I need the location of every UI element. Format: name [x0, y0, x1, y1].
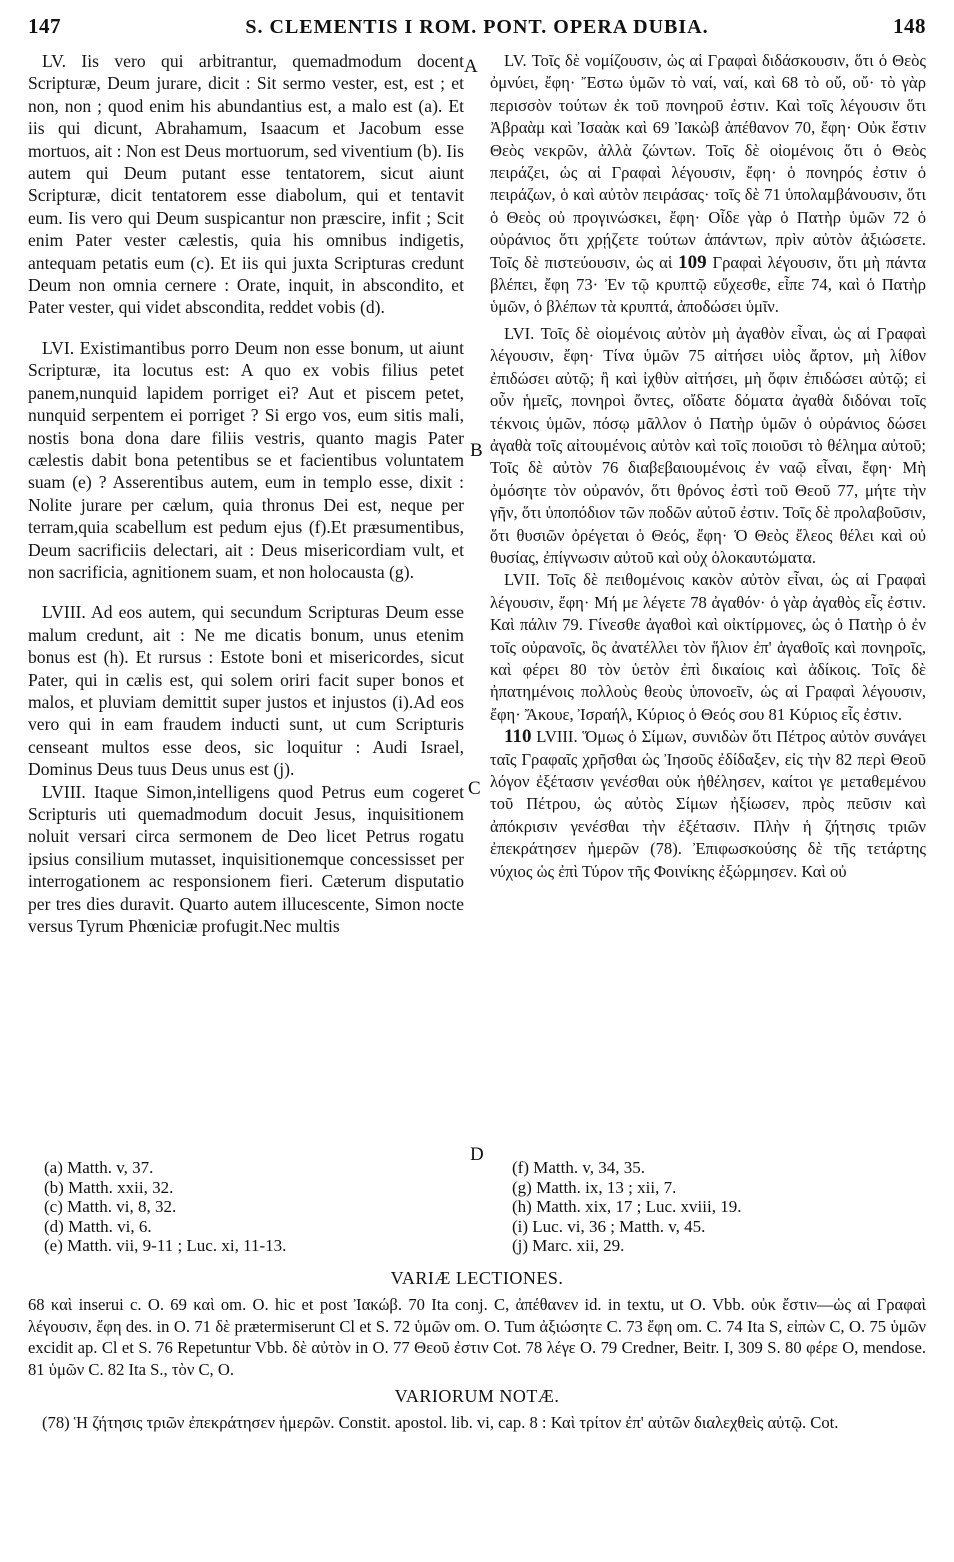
greek-paragraph-lvi: LVI. Τοῖς δὲ οἰομένοις αὐτὸν μὴ ἀγαθὸν εἶναι, ὡς αἱ Γραφαὶ λέγουσιν, ἔφη· Τίνα ὑμῶν 75 αἰτήσει υἱὸς ἄρτον, μὴ λίθον ἐπιδώσει αὐτῷ; ἢ καὶ ἰχθὺν αἰτήσει, μὴ ὄφιν ἐπιδώσει αὐτῷ; εἰ οὖν ἡμεῖς, πονηροὶ ὄντες, οἴδατε δόματα ἀγαθὰ διδόναι τοῖς τέκνοις ὑμῶν, πόσῳ μᾶλλον ὁ Πατὴρ ὑμῶν ὁ οὐράνιος δώσει ἀγαθὰ τοῖς αἰτουμένοις αὐτὸν καὶ τοῖς ποιοῦσι τὸ θέλημα αὐτοῦ; Τοῖς δὲ αὐτὸν 76 διαβεβαιουμένοις ἐν ναῷ εἶναι, ἔφη· Μὴ ὀμόσητε τὸν οὐρανόν, ὅτι θρόνος ἐστὶ τοῦ Θεοῦ 77, μήτε τὴν γῆν, ὅτι ὑποπόδιον τῶν ποδῶν αὐτοῦ ἐστιν. Τοῖς δὲ προλαβοῦσιν, ὅτι θυσιῶν ὀρέγεται ὁ Θεός, ἔφη· Ὁ Θεὸς ἔλεος θέλει καὶ οὐ θυσίας, ἐπίγνωσιν αὐτοῦ καὶ οὐχ ὁλοκαυτώματα.: [490, 323, 926, 567]
page-number-right: 148: [892, 14, 926, 38]
footnote: (d) Matth. vi, 6.: [44, 1216, 152, 1236]
margin-marker-a: A: [464, 56, 478, 77]
latin-paragraph-lvi: LVI. Existimantibus porro Deum non esse bonum, ut aiunt Scripturæ, ita locutus est: A quo ex vobis filius petet panem,nunquid lapidem porriget ei? Aut et piscem petet, nunquid serpentem ei porriget ? Si ergo vos, eum sitis mali, nostis bona dona dare filiis vestris, quanto magis Pater cælestis dabit bona petentibus se et facientibus voluntatem suam (e) ? Asserentibus autem, eum in templo esse, dixit : Nolite jurare per cælum, quia thronus Dei est, neque per terram,quia scabellum est pedum ejus (f).Et præsumentibus, Deum sacrificiis delectari, ait : Deus misericordiam vult, et non sacrificia, agnitionem suam, et non holocausta (g).: [28, 337, 464, 582]
footnote: (e) Matth. vii, 9-11 ; Luc. xi, 11-13.: [44, 1236, 287, 1255]
margin-marker-b: B: [470, 440, 483, 461]
running-title: S. CLEMENTIS I ROM. PONT. OPERA DUBIA.: [245, 16, 709, 38]
footnote: (h) Matth. xix, 17 ; Luc. xviii, 19.: [512, 1197, 742, 1216]
page-header: [28, 14, 926, 44]
variae-lectiones-text: 68 καὶ inserui c. O. 69 καὶ om. O. hic et post Ἰακώβ. 70 Ita conj. C, ἀπέθανεν id. in textu, ut O. Vbb. οὐκ ἔστιν—ὡς αἱ Γραφαὶ λέγουσιν, ἔφη des. in O. 71 δὲ prætermiserunt Cl et S. 72 ὑμῶν om. O. Tum ἀξιώσητε C. 73 ἔφη om. C. 74 Ita S, εἰπὼν C, O. 75 ὑμῶν excidit ap. Cl et S. 76 Repetuntur Vbb. δὲ αὐτὸν in O. 77 Θεοῦ ἐστιν Cot. 78 λέγε O. 79 Credner, Beitr. I, 309 S. 80 φέρε O, mendose. 81 ὑμῶν C. 82 Ita S., τὸν C, O.: [28, 1295, 926, 1379]
latin-paragraph-lviii: LVIII. Itaque Simon,intelligens quod Petrus eum cogeret Scripturis uti quemadmodum docuit Jesus, inquisitionem noluit versari circa sermonem de Deo licet Petrus rogatu ipsius consilium mutasset, inquisitionemque concessisset per interrogationem ac responsionem fieri. Cæterum disputatio per tres dies duravit. Quarto autem illucescente, Simon nocte versus Tyrum Phœniciæ profugit.Nec multis: [28, 781, 464, 937]
variorum-notae-block: [28, 1412, 926, 1434]
variorum-notae-text: (78) Ἡ ζήτησις τριῶν ἐπεκράτησεν ἡμερῶν. Constit. apostol. lib. vi, cap. 8 : Καὶ τρίτον ἐπ' αὐτῶν διαλεχθεὶς αὐτῷ. Cot.: [42, 1413, 839, 1432]
variae-lectiones-heading: VARIÆ LECTIONES.: [390, 1268, 564, 1288]
footnote: (j) Marc. xii, 29.: [512, 1236, 625, 1255]
footnote: (c) Matth. vi, 8, 32.: [44, 1197, 177, 1216]
footnotes-right: [512, 1158, 912, 1256]
latin-column: [28, 50, 464, 937]
variorum-notae-heading: VARIORUM NOTÆ.: [394, 1386, 560, 1406]
margin-marker-c: C: [468, 778, 481, 799]
footnote: (a) Matth. v, 37.: [44, 1158, 154, 1177]
page-number-left: 147: [28, 14, 61, 38]
greek-column: [490, 50, 926, 883]
footnote: (i) Luc. vi, 36 ; Matth. v, 45.: [512, 1216, 706, 1236]
latin-paragraph-lvii: LVIII. Ad eos autem, qui secundum Scripturas Deum esse malum credunt, ait : Ne me dicatis bonum, unus etenim bonus est (h). Et rursus : Estote boni et misericordes, sicut Pater, qui in cælis est, qui solem oriri facit super bonos et malos, et pluviam demittit super justos et injustos (i).Ad eos vero qui in eam fraudem inducti sunt, ut cum Scripturis censeant multos esse deos, sic loquitur : Audi Israel, Dominus Deus tuus Deus unus est (j).: [28, 602, 464, 780]
greek-paragraph-lvii: LVII. Τοῖς δὲ πειθομένοις κακὸν αὐτὸν εἶναι, ὡς αἱ Γραφαὶ λέγουσιν, ἔφη· Μή με λέγετε 78 ἀγαθόν· ὁ γὰρ ἀγαθὸς εἷς ἐστιν. Καὶ πάλιν 79. Γίνεσθε ἀγαθοὶ καὶ οἰκτίρμονες, ὡς ὁ Πατὴρ ὁ ἐν τοῖς οὐρανοῖς, ὃς ἀνατέλλει τὸν ἥλιον ἐπ' ἀγαθοῖς καὶ πονηροῖς, καὶ φέρει 80 τὸν ὑετὸν ἐπὶ δικαίοις καὶ ἀδίκοις. Τοῖς δὲ ἠπατημένοις πολλοὺς θεοὺς ὑπονοεῖν, ὡς αἱ Γραφαὶ λέγουσιν, ἔφη· Ἄκουε, Ἰσραήλ, Κύριος ὁ Θεός σου 81 Κύριος εἷς ἐστιν.: [490, 570, 926, 724]
greek-paragraph-lv: [490, 50, 926, 319]
margin-marker-d: D: [470, 1144, 484, 1165]
footnote: (b) Matth. xxii, 32.: [44, 1177, 174, 1197]
greek-paragraph-lviii: [490, 726, 926, 883]
greek-text: LV. Τοῖς δὲ νομίζουσιν, ὡς αἱ Γραφαὶ διδάσκουσιν, ὅτι ὁ Θεὸς ὀμνύει, ἔφη· Ἔστω ὑμῶν τὸ ναί, ναί, καὶ 68 τὸ οὔ, οὔ· τὸ γὰρ περισσὸν τούτων ἐκ τοῦ πονηροῦ ἐστιν. Καὶ τοῖς λέγουσιν ὅτι Ἀβραὰμ καὶ Ἰσαὰκ καὶ 69 Ἰακὼβ ἀπέθανον 70, ἔφη· Οὐκ ἔστιν Θεὸς νεκρῶν, ἀλλὰ ζώντων. Τοῖς δὲ οἰομένοις ὅτι ὁ Θεὸς πειράζει, ὡς αἱ Γραφαὶ λέγουσιν, ἔφη· ὁ πονηρός ἐστιν ὁ πειράζων, ὁ καὶ αὐτὸν πειράσας· τοῖς δὲ 71 ὑπολαμβάνουσιν, ὅτι ὁ Θεὸς οὐ προγινώσκει, ἔφη· Οἶδε γὰρ ὁ Πατὴρ ὑμῶν 72 ὁ οὐράνιος ὅτι χρῄζετε τούτων ἁπάντων, πρὶν αὐτὸν ἀξιώσετε. Τοῖς δὲ πιστεύουσιν, ὡς αἱ: [490, 51, 926, 272]
column-number-109: 109: [678, 251, 707, 273]
greek-text: Γραφαὶ λέγουσιν, ὅτι μὴ πάντα βλέπει, ἔφη 73· Ἐν τῷ κρυπτῷ εὔχεσθε, εἶπε 74, καὶ ὁ Πατὴρ ὑμῶν, ὁ βλέπων τὰ κρυπτά, ἀποδώσει ὑμῖν.: [490, 252, 926, 317]
column-number-110: 110: [504, 726, 532, 748]
footnotes-left: [44, 1158, 444, 1256]
greek-text: LVIII. Ὅμως ὁ Σίμων, συνιδὼν ὅτι Πέτρος αὐτὸν συνάγει ταῖς Γραφαῖς χρῆσθαι ὡς Ἰησοῦς ἐδίδαξεν, εἰς τὴν 82 περὶ Θεοῦ λόγον ἐξέτασιν γενέσθαι οὐκ ἠθέλησεν, καίτοι γε μεταθεμένου τοῦ Πέτρου, ὡς αὐτὸς Σίμων ἠξίωσεν, πρὸς πεῦσιν καὶ ἀπόκρισιν γενέσθαι τὴν ἐξέτασιν. Πλὴν ἡ ζήτησις τριῶν ἐπεκράτησεν ἡμερῶν (78). Ἐπιφωσκούσης δὲ τῆς τετάρτης νύχιος ὡς ἐπὶ Τύρον τῆς Φοινίκης ἐξώρμησεν. Καὶ οὐ: [490, 727, 926, 881]
footnote: (f) Matth. v, 34, 35.: [512, 1158, 645, 1177]
footnote: (g) Matth. ix, 13 ; xii, 7.: [512, 1177, 677, 1197]
variae-lectiones-block: [28, 1294, 926, 1380]
latin-paragraph-lv: LV. Iis vero qui arbitrantur, quemadmodum docent Scripturæ, Deum jurare, dicit : Sit sermo vester, est, est ; et non, non ; quod enim his abundantius est, a malo est (a). Et iis qui dicunt, Abrahamum, Isaacum et Jacobum esse mortuos, ait : Non est Deus mortuorum, sed viventium (b). Iis autem qui Deum putant esse tentatorem, sicut aiunt Scripturæ, dicit tentatorem esse diabolum, qui et tentavit eum. Iis vero qui Deum suspicantur non præscire, infit ; Scit enim Pater vester cælestis, quia his omnibus indigetis, antequam petatis eum (c). Et iis qui juxta Scripturas credunt Deum non omnia cernere : Orate, inquit, in abscondito, et Pater vester, qui videt abscondita, reddet vobis (d).: [28, 51, 464, 318]
